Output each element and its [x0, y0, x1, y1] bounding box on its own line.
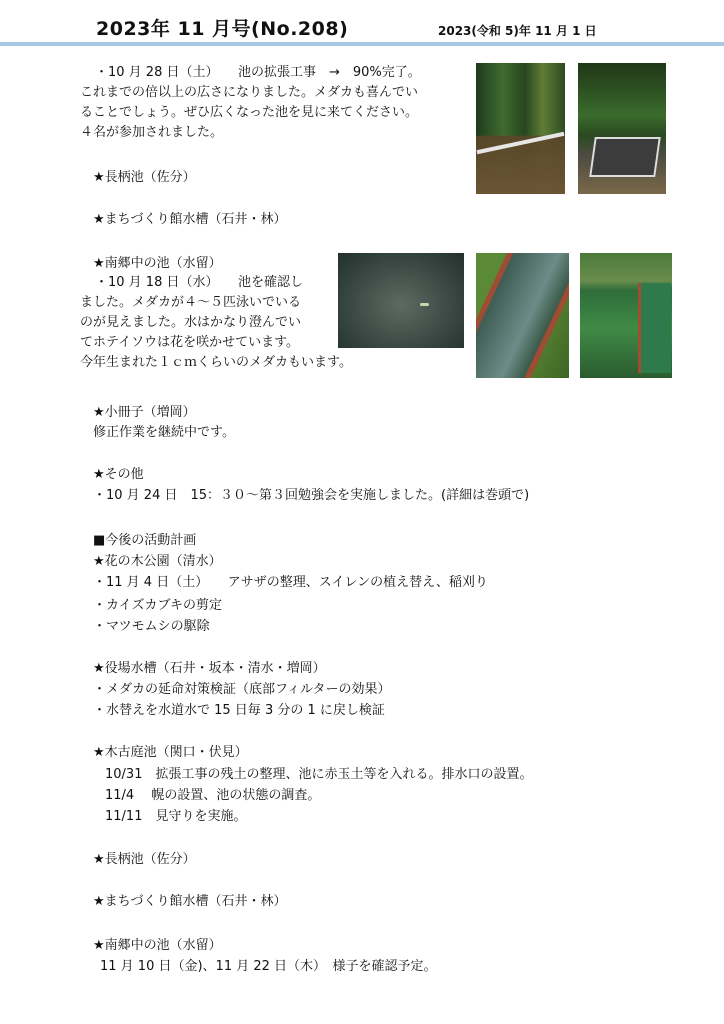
text-line: 今年生まれた１ｃｍくらいのメダカもいます。 [80, 355, 352, 370]
issue-date: 2023(令和 5)年 11 月 1 日 [438, 24, 597, 38]
section-heading: ★まちづくり館水槽（石井・林） [93, 212, 287, 227]
pond-construction-photo [476, 63, 565, 194]
pond-channel-photo [476, 253, 569, 378]
text-line: ることでしょう。ぜひ広くなった池を見に来てください。 [80, 105, 419, 120]
text-line: ・10 月 24 日 15：３０～第３回勉強会を実施しました。(詳細は巻頭で) [93, 488, 530, 503]
section-heading: ■今後の活動計画 [93, 533, 197, 548]
issue-title: 2023年 11 月号(No.208) [96, 18, 349, 40]
text-line: ・カイズカブキの剪定 [93, 598, 222, 613]
text-line: ・メダカの延命対策検証（底部フィルターの効果） [93, 682, 391, 697]
section-heading: ★花の木公園（清水） [93, 554, 222, 569]
pond-liner-photo [578, 63, 666, 194]
text-line: てホテイソウは花を咲かせています。 [80, 335, 300, 350]
text-line: のが見えました。水はかなり澄んでい [80, 315, 302, 330]
text-line: 11/4 幌の設置、池の状態の調査。 [105, 788, 321, 803]
section-heading: ★南郷中の池（水留） [93, 256, 222, 271]
text-line: ・10 月 28 日（土） 池の拡張工事 → 90%完了。 [95, 65, 421, 80]
pond-plants-photo [580, 253, 672, 378]
text-line: 10/31 拡張工事の残土の整理、池に赤玉土等を入れる。排水口の設置。 [105, 767, 533, 782]
text-line: ・マツモムシの駆除 [93, 619, 210, 634]
text-line: これまでの倍以上の広さになりました。メダカも喜んでい [80, 85, 419, 100]
text-line: ・11 月 4 日（土） アサザの整理、スイレンの植え替え、稲刈り [93, 575, 488, 590]
text-line: ました。メダカが４～５匹泳いでいる [80, 295, 302, 310]
section-heading: ★長柄池（佐分） [93, 170, 196, 185]
section-heading: ★長柄池（佐分） [93, 852, 196, 867]
section-heading: ★役場水槽（石井・坂本・清水・増岡） [93, 661, 326, 676]
section-heading: ★木古庭池（関口・伏見） [93, 745, 248, 760]
pond-water-photo [338, 253, 464, 348]
text-line: ・水替えを水道水で 15 日毎 3 分の 1 に戻し検証 [93, 703, 385, 718]
header-divider [0, 42, 724, 46]
newsletter-header [0, 0, 724, 52]
text-line: 11 月 10 日（金)、11 月 22 日（木） 様子を確認予定。 [100, 959, 437, 974]
text-line: 修正作業を継続中です。 [93, 425, 235, 440]
section-heading: ★南郷中の池（水留） [93, 938, 222, 953]
text-line: 11/11 見守りを実施。 [105, 809, 247, 824]
section-heading: ★まちづくり館水槽（石井・林） [93, 894, 287, 909]
text-line: ４名が参加されました。 [80, 125, 224, 140]
section-heading: ★小冊子（増岡） [93, 405, 196, 420]
text-line: ・10 月 18 日（水） 池を確認し [95, 275, 303, 290]
section-heading: ★その他 [93, 467, 144, 482]
